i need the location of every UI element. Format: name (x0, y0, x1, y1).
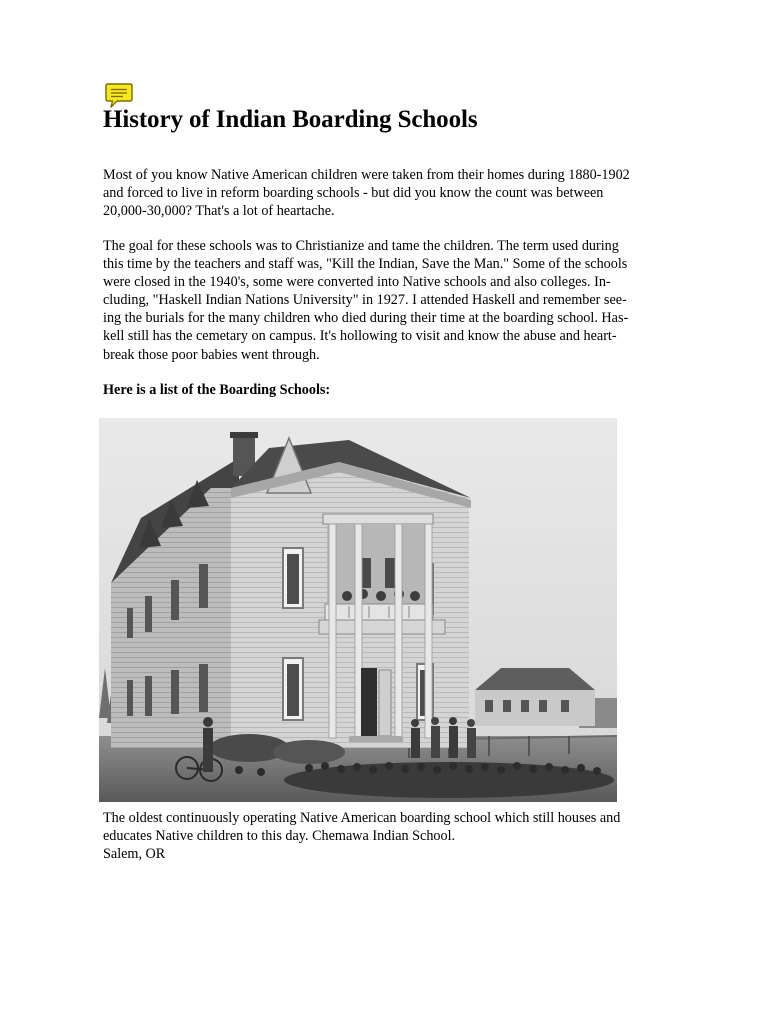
school-photo (99, 418, 617, 802)
paragraph-line: ing the burials for the many children who died during their time at the boarding school. Has- (103, 310, 629, 327)
intro-paragraph (103, 166, 668, 220)
caption-location: Salem, OR (103, 846, 166, 863)
list-heading: Here is a list of the Boarding Schools: (103, 382, 331, 398)
paragraph-line: and forced to live in reform boarding schools - but did you know the count was between (103, 185, 604, 202)
paragraph-line: 20,000-30,000? That's a lot of heartache. (103, 203, 335, 220)
paragraph-line: were closed in the 1940's, some were converted into Native schools and also colleges. In- (103, 274, 611, 291)
paragraph-line: cluding, "Haskell Indian Nations University" in 1927. I attended Haskell and remember see- (103, 292, 627, 309)
goal-paragraph (103, 237, 668, 364)
paragraph-line: break those poor babies went through. (103, 346, 320, 363)
paragraph-line: kell still has the cemetary on campus. It's hollowing to visit and know the abuse and heart- (103, 328, 617, 345)
paragraph-line: The goal for these schools was to Christianize and tame the children. The term used during (103, 238, 619, 254)
photo-caption (103, 809, 620, 863)
page-title: History of Indian Boarding Schools (103, 106, 478, 133)
caption-line: The oldest continuously operating Native American boarding school which still houses and (103, 810, 621, 826)
caption-line: educates Native children to this day. Chemawa Indian School. (103, 828, 456, 845)
paragraph-line: this time by the teachers and staff was, "Kill the Indian, Save the Man." Some of the schools (103, 256, 628, 273)
paragraph-line: Most of you know Native American children were taken from their homes during 1880-1902 (103, 167, 630, 183)
